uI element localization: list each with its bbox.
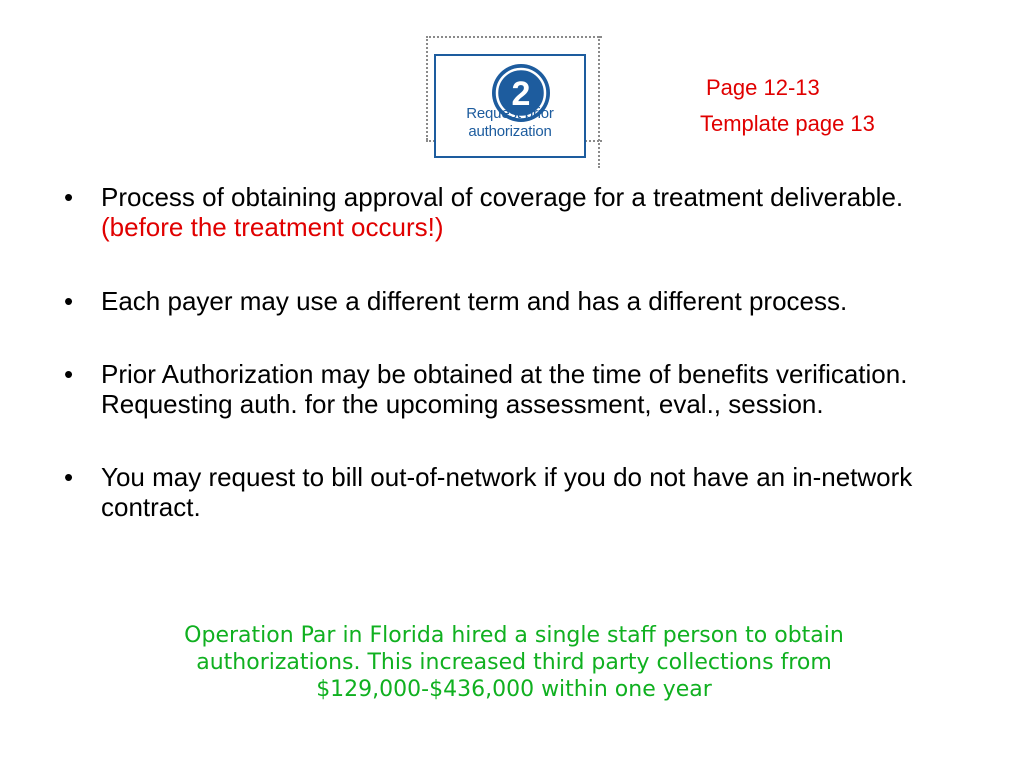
list-item: [64, 286, 964, 316]
dotted-guide-top: [426, 36, 602, 38]
page-reference: Page 12-13: [706, 75, 820, 100]
dotted-guide-left: [426, 36, 428, 140]
bullet-list: [64, 182, 964, 522]
case-study-note: [80, 622, 948, 703]
bullet-icon: •: [64, 359, 74, 389]
template-reference: Template page 13: [700, 111, 875, 136]
badge-caption: [434, 105, 586, 141]
badge-caption-line1: Request prior: [466, 105, 554, 122]
bullet-text: Each payer may use a different term and has a different process.: [101, 286, 848, 316]
list-item: [64, 182, 964, 242]
bullet-text: Prior Authorization may be obtained at the time of benefits verification. Requesting auth. for the upcoming assessment, eval., session.: [101, 359, 908, 419]
bullet-text: Process of obtaining approval of coverage for a treatment deliverable.: [101, 182, 904, 212]
bullet-text: You may request to bill out-of-network if you do not have an in-network contract.: [101, 462, 913, 522]
list-item: [64, 462, 964, 522]
bullet-icon: •: [64, 182, 74, 212]
bullet-icon: •: [64, 286, 74, 316]
note-line1: Operation Par in Florida hired a single staff person to obtain: [184, 623, 844, 648]
badge-caption-line2: authorization: [468, 123, 552, 140]
bullet-emphasis: (before the treatment occurs!): [101, 212, 444, 242]
dotted-guide-right: [598, 36, 600, 168]
step-number: 2: [511, 75, 531, 113]
bullet-icon: •: [64, 462, 74, 492]
list-item: [64, 359, 964, 419]
step-badge: [426, 34, 602, 168]
note-line3: $129,000-$436,000 within one year: [316, 677, 712, 702]
note-line2: authorizations. This increased third party collections from: [196, 650, 832, 675]
